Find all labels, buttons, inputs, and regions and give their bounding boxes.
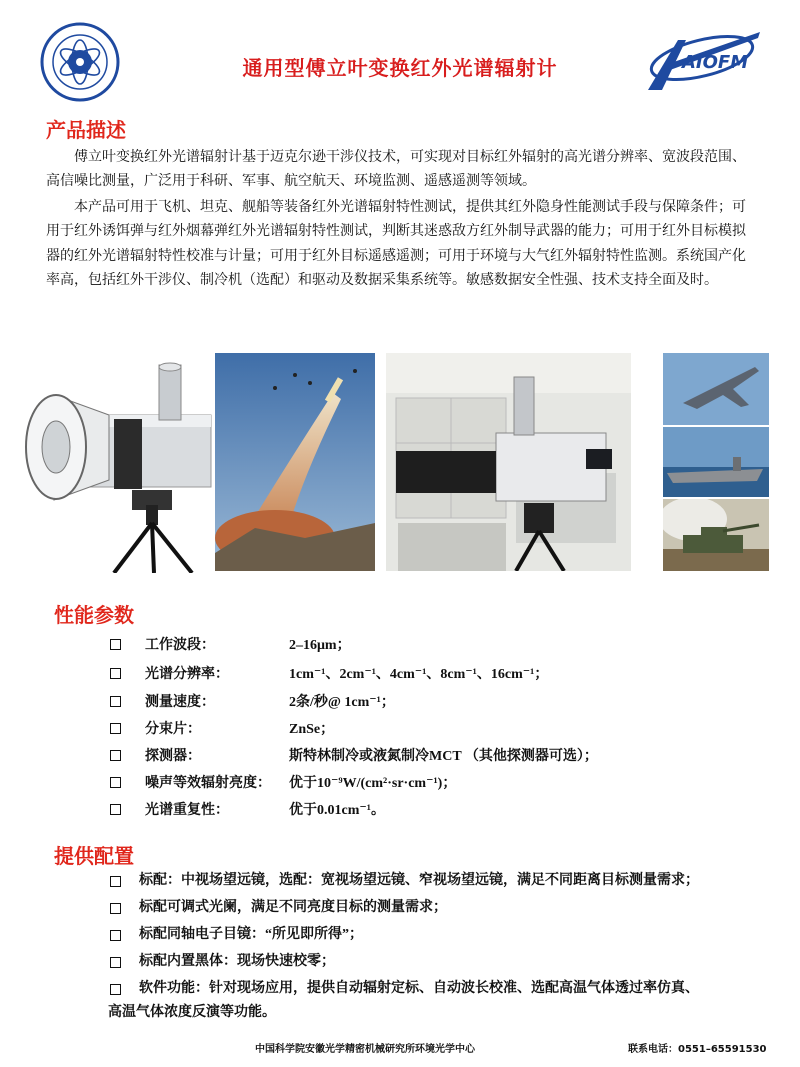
spec-value: 斯特林制冷或液氮制冷MCT （其他探测器可选）； <box>289 749 598 764</box>
instrument-photo <box>14 355 214 573</box>
config-item <box>110 978 770 1000</box>
section-heading-config: 提供配置 <box>54 844 134 868</box>
checkbox-icon <box>110 777 121 788</box>
fighter-jet-photo <box>663 353 769 425</box>
spec-value: 优于0.01cm⁻¹。 <box>289 803 385 818</box>
config-text: 标配内置黑体：现场快速校零； <box>139 954 335 969</box>
spec-value: 2–16μm； <box>289 638 351 653</box>
config-text: 标配：中视场望远镜，选配：宽视场望远镜、窄视场望远镜，满足不同距离目标测量需求； <box>139 873 699 888</box>
checkbox-icon <box>110 723 121 734</box>
config-text: 软件功能：针对现场应用，提供自动辐射定标、自动波长校准、选配高温气体透过率仿真、 <box>139 981 699 996</box>
checkbox-icon <box>110 903 121 914</box>
tank-photo <box>663 499 769 571</box>
lab-instrument-photo <box>386 353 631 571</box>
config-item <box>110 924 770 946</box>
spec-label: 光谱分辨率： <box>145 667 229 682</box>
checkbox-icon <box>110 957 121 968</box>
spec-row <box>110 662 548 684</box>
description-paragraph: 本产品可用于飞机、坦克、舰船等装备红外光谱辐射特性测试，提供其红外隐身性能测试手段与保障条件；可用于红外诱饵弹与红外烟幕弹红外光谱辐射特性测试，判断其迷惑敌方红外制导武器的能力；可用于红外目标模拟器的红外光谱辐射特性校准与计量；可用于红外目标遥感遥测；可用于环境与大气红外辐射特性监测。系统国产化率高，包括红外干涉仪、制冷机（选配）和驱动及数据采集系统等。敏感数据安全性强、技术支持全面及时。 <box>46 200 746 288</box>
spec-label: 分束片： <box>145 722 201 737</box>
config-item <box>110 951 770 973</box>
checkbox-icon <box>110 984 121 995</box>
aircraft-carrier-photo <box>663 427 769 497</box>
spec-value: 2条/秒@ 1cm⁻¹； <box>289 695 395 710</box>
missile-launch-photo <box>215 353 375 571</box>
spec-row <box>110 633 351 655</box>
checkbox-icon <box>110 639 121 650</box>
footer-contact: 联系电话：0551–65591530 <box>628 1044 767 1055</box>
spec-label: 光谱重复性： <box>145 803 229 818</box>
spec-row <box>110 717 334 739</box>
checkbox-icon <box>110 668 121 679</box>
config-continuation: 高温气体浓度反演等功能。 <box>108 1005 276 1020</box>
page-title: 通用型傅立叶变换红外光谱辐射计 <box>242 56 558 80</box>
spec-row <box>110 690 395 712</box>
description-paragraph: 傅立叶变换红外光谱辐射计基于迈克尔逊干涉仪技术，可实现对目标红外辐射的高光谱分辨率、宽波段范围、高信噪比测量，广泛用于科研、军事、航空航天、环境监测、遥感遥测等领域。 <box>46 150 746 190</box>
aiofm-logo <box>640 24 765 94</box>
checkbox-icon <box>110 696 121 707</box>
checkbox-icon <box>110 876 121 887</box>
spec-value: ZnSe； <box>289 722 335 737</box>
spec-label: 工作波段： <box>145 638 215 653</box>
spec-label: 噪声等效辐射亮度： <box>145 776 271 791</box>
svg-text:AIOFM: AIOFM <box>682 52 749 73</box>
spec-label: 测量速度： <box>145 695 215 710</box>
checkbox-icon <box>110 804 121 815</box>
spec-value: 1cm⁻¹、2cm⁻¹、4cm⁻¹、8cm⁻¹、16cm⁻¹； <box>289 667 549 682</box>
config-item <box>110 870 770 892</box>
config-text: 标配同轴电子目镜：“所见即所得”； <box>139 927 363 942</box>
config-text: 标配可调式光阑，满足不同亮度目标的测量需求； <box>139 900 447 915</box>
config-item <box>110 897 770 919</box>
spec-row <box>110 771 456 793</box>
section-heading-description: 产品描述 <box>46 118 126 142</box>
footer-organization: 中国科学院安徽光学精密机械研究所环境光学中心 <box>255 1044 475 1055</box>
spec-row <box>110 798 385 820</box>
checkbox-icon <box>110 750 121 761</box>
checkbox-icon <box>110 930 121 941</box>
spec-value: 优于10⁻⁹W/(cm²·sr·cm⁻¹)； <box>289 776 457 791</box>
spec-row <box>110 744 598 766</box>
spec-label: 探测器： <box>145 749 201 764</box>
section-heading-specs: 性能参数 <box>54 603 134 627</box>
